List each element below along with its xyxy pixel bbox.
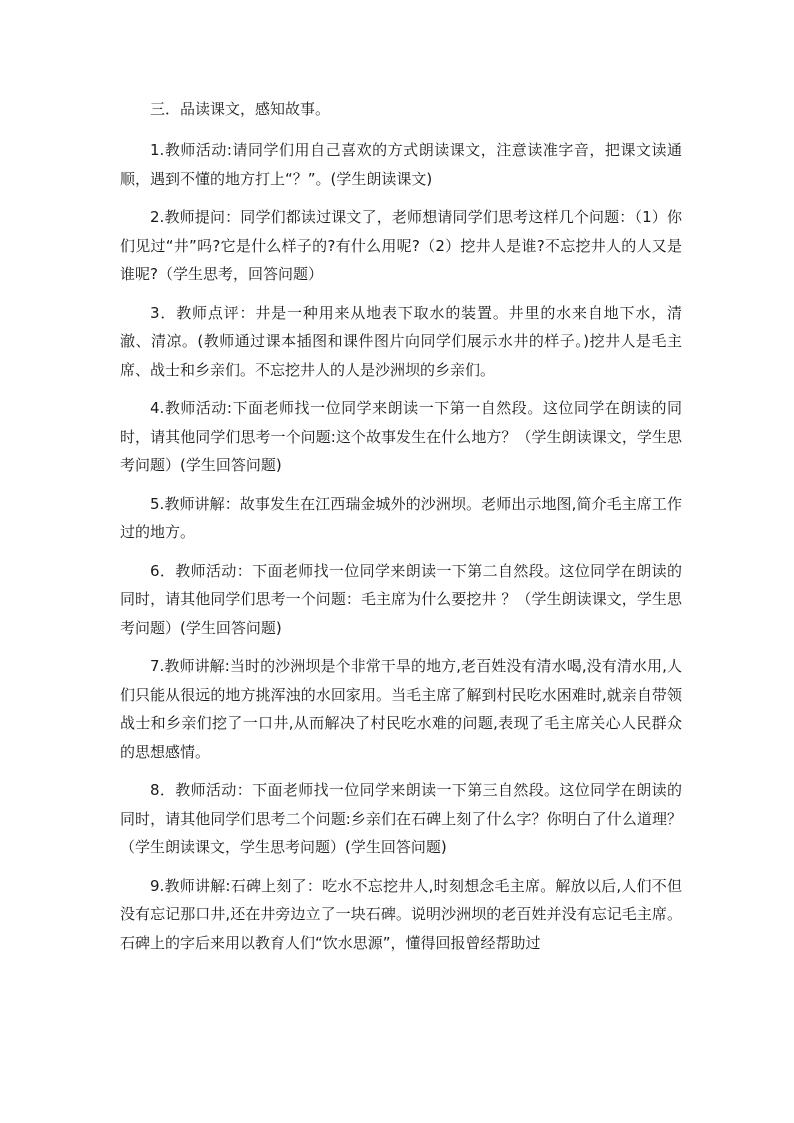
paragraph-6: 6．教师活动：下面老师找一位同学来朗读一下第二自然段。这位同学在朗读的同时，请其他同学们思考一个问题：毛主席为什么要挖井 ？（学生朗读课文，学生思考问题）(学生回答问题): [120, 561, 682, 637]
paragraph-5: 5.教师讲解：故事发生在江西瑞金城外的沙洲坝。老师出示地图,简介毛主席工作过的地方。: [120, 494, 682, 541]
paragraph-3: 3．教师点评：井是一种用来从地表下取水的装置。井里的水来自地下水，清澈、清凉。(教师通过课本插图和课件图片向同学们展示水井的样子。)挖井人是毛主席、战士和乡亲们。不忘挖井人的人是沙洲坝的乡亲们。: [120, 303, 682, 379]
paragraph-1: 1.教师活动:请同学们用自己喜欢的方式朗读课文，注意读准字音，把课文读通顺，遇到不懂的地方打上“？”。(学生朗读课文): [120, 141, 682, 188]
section-heading: 三．品读课文，感知故事。: [150, 100, 331, 118]
paragraph-7: 7.教师讲解:当时的沙洲坝是个非常干旱的地方,老百姓没有清水喝,没有清水用,人们只能从很远的地方挑浑浊的水回家用。当毛主席了解到村民吃水困难时,就亲自带领战士和乡亲们挖了一口井,从而解决了村民吃水难的问题,表现了毛主席关心人民群众的思想感情。: [120, 657, 682, 761]
document-page: [120, 98, 682, 967]
paragraph-9: 9.教师讲解:石碑上刻了：吃水不忘挖井人,时刻想念毛主席。解放以后,人们不但没有忘记那口井,还在井旁边立了一块石碑。说明沙洲坝的老百姓并没有忘记毛主席。石碑上的字后来用以教育人们“饮水思源”，懂得回报曾经帮助过: [120, 876, 682, 952]
paragraph-4: 4.教师活动:下面老师找一位同学来朗读一下第一自然段。这位同学在朗读的同时，请其他同学们思考一个问题:这个故事发生在什么地方？（学生朗读课文，学生思考问题）(学生回答问题): [120, 399, 682, 474]
paragraph-8: 8．教师活动：下面老师找一位同学来朗读一下第三自然段。这位同学在朗读的同时，请其他同学们思考二个问题:乡亲们在石碑上刻了什么字？你明白了什么道理？（学生朗读课文，学生思考问题）(学生回答问题): [120, 781, 682, 856]
paragraph-2: 2.教师提问：同学们都读过课文了，老师想请同学们思考这样几个问题：（1）你们见过“井”吗?它是什么样子的?有什么用呢?（2）挖井人是谁?不忘挖井人的人又是谁呢?（学生思考，回答问题）: [120, 208, 682, 283]
